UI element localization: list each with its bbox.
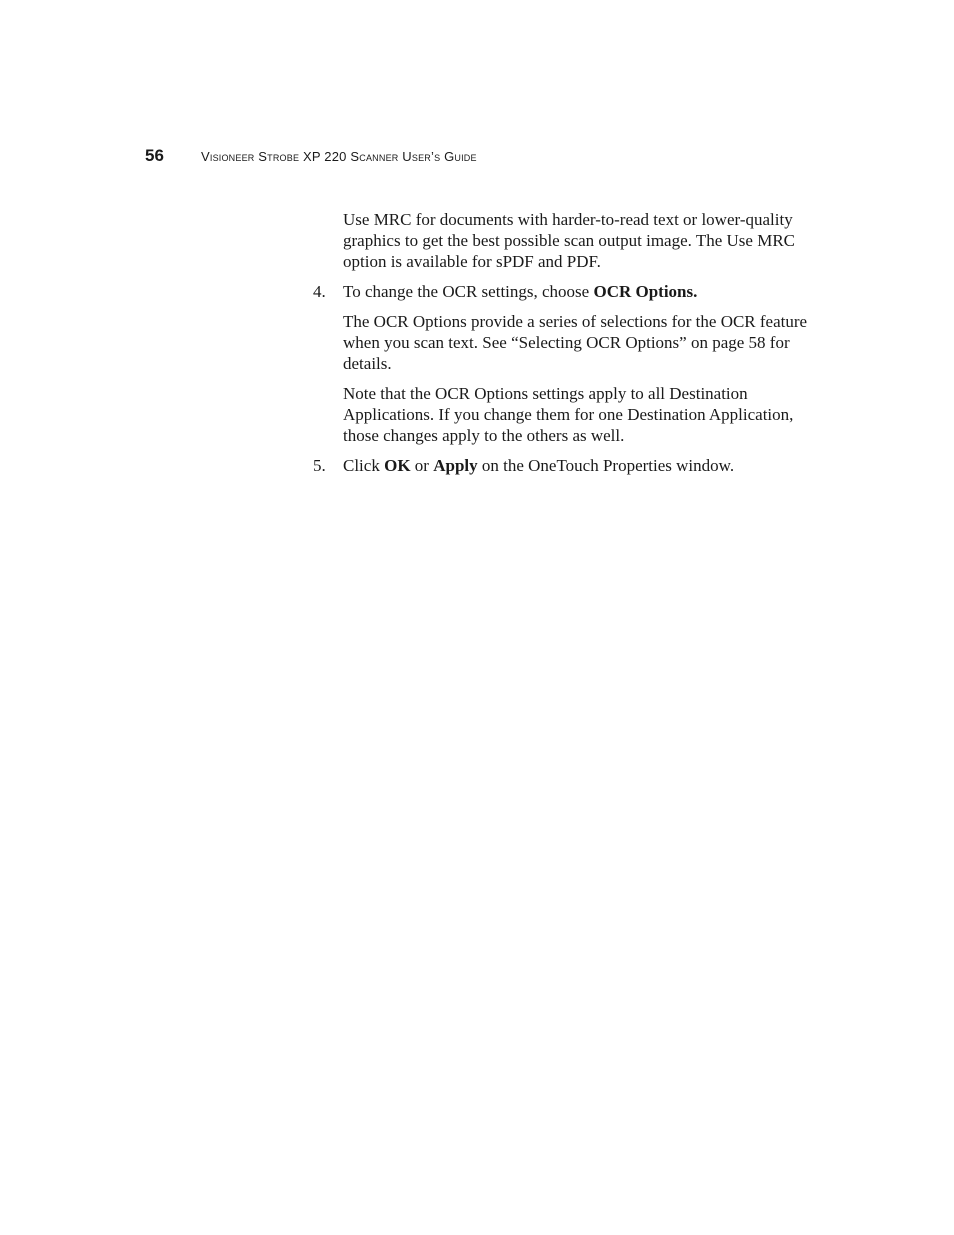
paragraph-use-mrc: Use MRC for documents with harder-to-read text or lower-quality graphics to get the best possible scan output image. The Use MRC option is available for sPDF and PDF. xyxy=(343,210,796,271)
step-text: To change the OCR settings, choose xyxy=(343,282,594,301)
running-header xyxy=(145,146,477,170)
page-number: 56 xyxy=(145,146,164,165)
body-text xyxy=(313,209,813,485)
step-number: 5. xyxy=(313,456,326,475)
paragraph-note: Note that the OCR Options settings apply to all Destination Applications. If you change them for one Destination Application, those changes apply to the others as well. xyxy=(343,384,794,445)
step-bold-ok: OK xyxy=(384,456,411,475)
step-text-or: or xyxy=(410,456,434,475)
step-bold-ocr-options: OCR Options. xyxy=(593,282,698,301)
step-text-click: Click xyxy=(343,456,385,475)
step-bold-apply: Apply xyxy=(433,456,478,475)
step-number: 4. xyxy=(313,282,326,301)
step-text-after: on the OneTouch Properties window. xyxy=(477,456,735,475)
step-5 xyxy=(313,455,813,476)
step-4 xyxy=(313,281,813,302)
header-title: Visioneer Strobe XP 220 Scanner User’s Guide xyxy=(201,149,477,164)
paragraph-ocr-options: The OCR Options provide a series of selections for the OCR feature when you scan text. See “Selecting OCR Options” on page 58 for details. xyxy=(343,312,808,373)
